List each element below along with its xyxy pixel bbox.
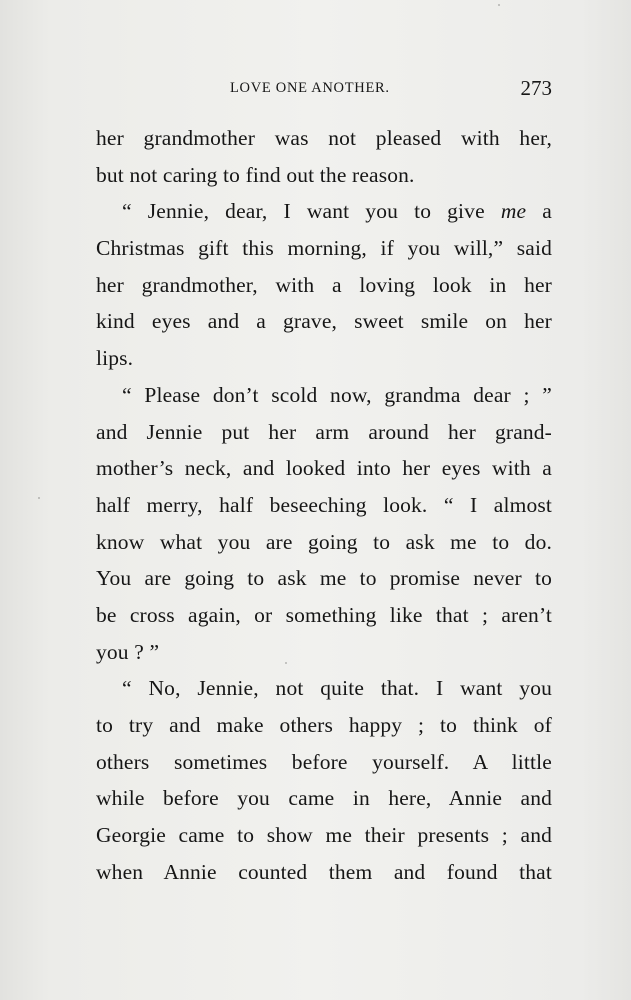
text-line: kind eyes and a grave, sweet smile on her xyxy=(96,309,552,334)
text-line: Georgie came to show me their presents ; and xyxy=(96,823,552,848)
running-head xyxy=(96,76,552,100)
text-line: know what you are going to ask me to do. xyxy=(96,529,552,554)
text-line: be cross again, or something like that ; aren’t xyxy=(96,602,552,627)
text-line: when Annie counted them and found that xyxy=(96,859,552,884)
text-line: while before you came in here, Annie and xyxy=(96,786,552,811)
text-fragment: a xyxy=(542,199,552,224)
text-line: lips. xyxy=(96,346,134,371)
paper-speck xyxy=(498,4,500,6)
text-line xyxy=(96,193,552,230)
text-line: her grandmother was not pleased with her, xyxy=(96,126,552,150)
text-fragment: “ Jennie, dear, I want you to give xyxy=(122,199,485,224)
text-line: half merry, half beseeching look. “ I almost xyxy=(96,492,552,517)
text-line: “ Please don’t scold now, grandma dear ; ” xyxy=(122,382,552,407)
text-line: to try and make others happy ; to think of xyxy=(96,713,552,737)
page-number: 273 xyxy=(520,76,552,100)
running-title: LOVE ONE ANOTHER. xyxy=(230,80,390,96)
paper-speck xyxy=(285,662,287,664)
text-line: “ No, Jennie, not quite that. I want you xyxy=(122,676,552,701)
text-line: Christmas gift this morning, if you will,” said xyxy=(96,236,552,261)
emphasized-word: me xyxy=(500,199,527,224)
text-line: mother’s neck, and looked into her eyes with a xyxy=(96,456,552,481)
text-line: but not caring to find out the reason. xyxy=(96,162,415,187)
body-text xyxy=(96,120,552,890)
paper-speck xyxy=(38,497,40,499)
text-line: you ? ” xyxy=(96,639,160,664)
text-line: her grandmother, with a loving look in her xyxy=(96,272,552,297)
text-line: and Jennie put her arm around her grand- xyxy=(96,419,552,444)
text-line: others sometimes before yourself. A little xyxy=(96,749,552,774)
text-line: You are going to ask me to promise never to xyxy=(96,566,552,591)
